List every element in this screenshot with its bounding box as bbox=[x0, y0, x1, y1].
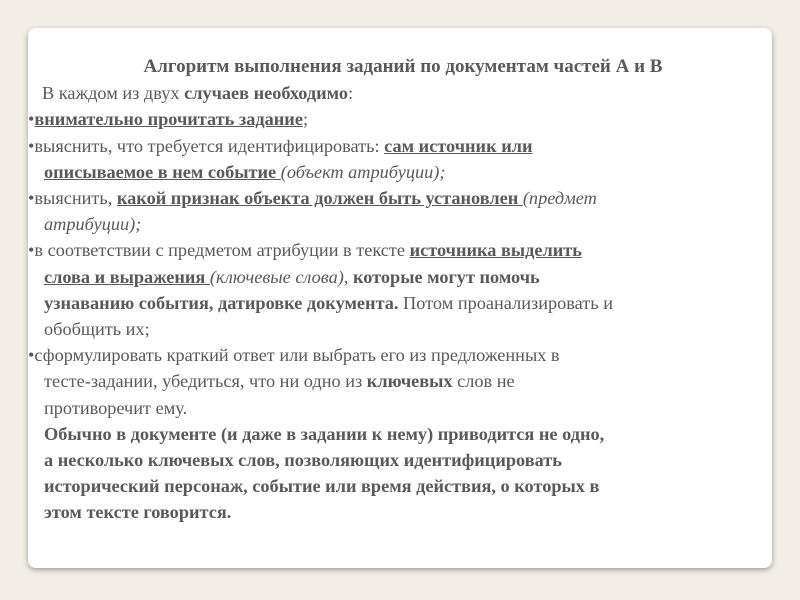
text-segment: слова и выражения bbox=[44, 266, 210, 287]
text-segment: тесте-задании, убедиться, что ни одно из bbox=[44, 371, 367, 392]
text-segment: противоречит ему. bbox=[44, 397, 188, 418]
text-segment: •в соответствии с предметом атрибуции в тексте bbox=[28, 240, 410, 261]
text-segment: (объект атрибуции); bbox=[280, 161, 446, 182]
text-segment: случаев необходимо bbox=[184, 83, 349, 104]
text-segment: ; bbox=[302, 109, 309, 130]
text-segment: источника выделить bbox=[409, 240, 582, 261]
text-line bbox=[28, 133, 772, 159]
text-line bbox=[28, 264, 772, 290]
slide-title: Алгоритм выполнения заданий по документам частей А и В bbox=[143, 56, 663, 77]
body-text bbox=[28, 80, 772, 525]
text-segment: (ключевые слова), bbox=[209, 266, 353, 287]
slide-card bbox=[28, 28, 772, 568]
text-segment: : bbox=[348, 83, 354, 104]
text-segment: ключевых bbox=[366, 371, 453, 392]
text-segment: внимательно прочитать задание bbox=[34, 109, 303, 130]
text-segment: сам источник или bbox=[384, 135, 533, 156]
text-segment: •сформулировать краткий ответ или выбрать его из предложенных в bbox=[28, 345, 560, 366]
text-segment: описываемое в нем событие bbox=[44, 161, 281, 182]
text-segment: слов не bbox=[452, 371, 515, 392]
text-line bbox=[28, 237, 772, 263]
text-line bbox=[28, 368, 772, 394]
text-segment: Потом проанализировать и bbox=[398, 292, 613, 313]
text-segment: • bbox=[28, 109, 35, 130]
text-segment: какой признак объекта должен быть установлен bbox=[116, 188, 523, 209]
text-line bbox=[28, 499, 772, 525]
text-line bbox=[28, 316, 772, 342]
text-line bbox=[28, 342, 772, 368]
text-segment: которые могут помочь bbox=[352, 266, 540, 287]
text-segment: а несколько ключевых слов, позволяющих идентифицировать bbox=[44, 450, 562, 471]
text-line bbox=[28, 185, 772, 211]
text-segment: •выяснить, что требуется идентифицировать: bbox=[28, 135, 385, 156]
text-line bbox=[28, 211, 772, 237]
text-line bbox=[28, 473, 772, 499]
text-line bbox=[28, 80, 772, 106]
text-segment: этом тексте говорится. bbox=[44, 502, 232, 523]
slide-content bbox=[28, 54, 772, 526]
text-segment: В каждом из двух bbox=[42, 83, 185, 104]
text-segment: обобщить их; bbox=[44, 319, 150, 340]
text-line bbox=[28, 106, 772, 132]
text-line bbox=[28, 159, 772, 185]
text-segment: •выяснить, bbox=[28, 188, 117, 209]
text-segment: атрибуции); bbox=[44, 214, 142, 235]
text-line bbox=[28, 290, 772, 316]
text-segment: исторический персонаж, событие или время действия, о которых в bbox=[44, 476, 600, 497]
text-line bbox=[28, 395, 772, 421]
text-segment: (предмет bbox=[522, 188, 597, 209]
text-line bbox=[28, 421, 772, 447]
text-segment: узнаванию события, датировке документа. bbox=[44, 292, 399, 313]
text-line bbox=[28, 447, 772, 473]
text-segment: Обычно в документе (и даже в задании к нему) приводится не одно, bbox=[44, 423, 605, 444]
